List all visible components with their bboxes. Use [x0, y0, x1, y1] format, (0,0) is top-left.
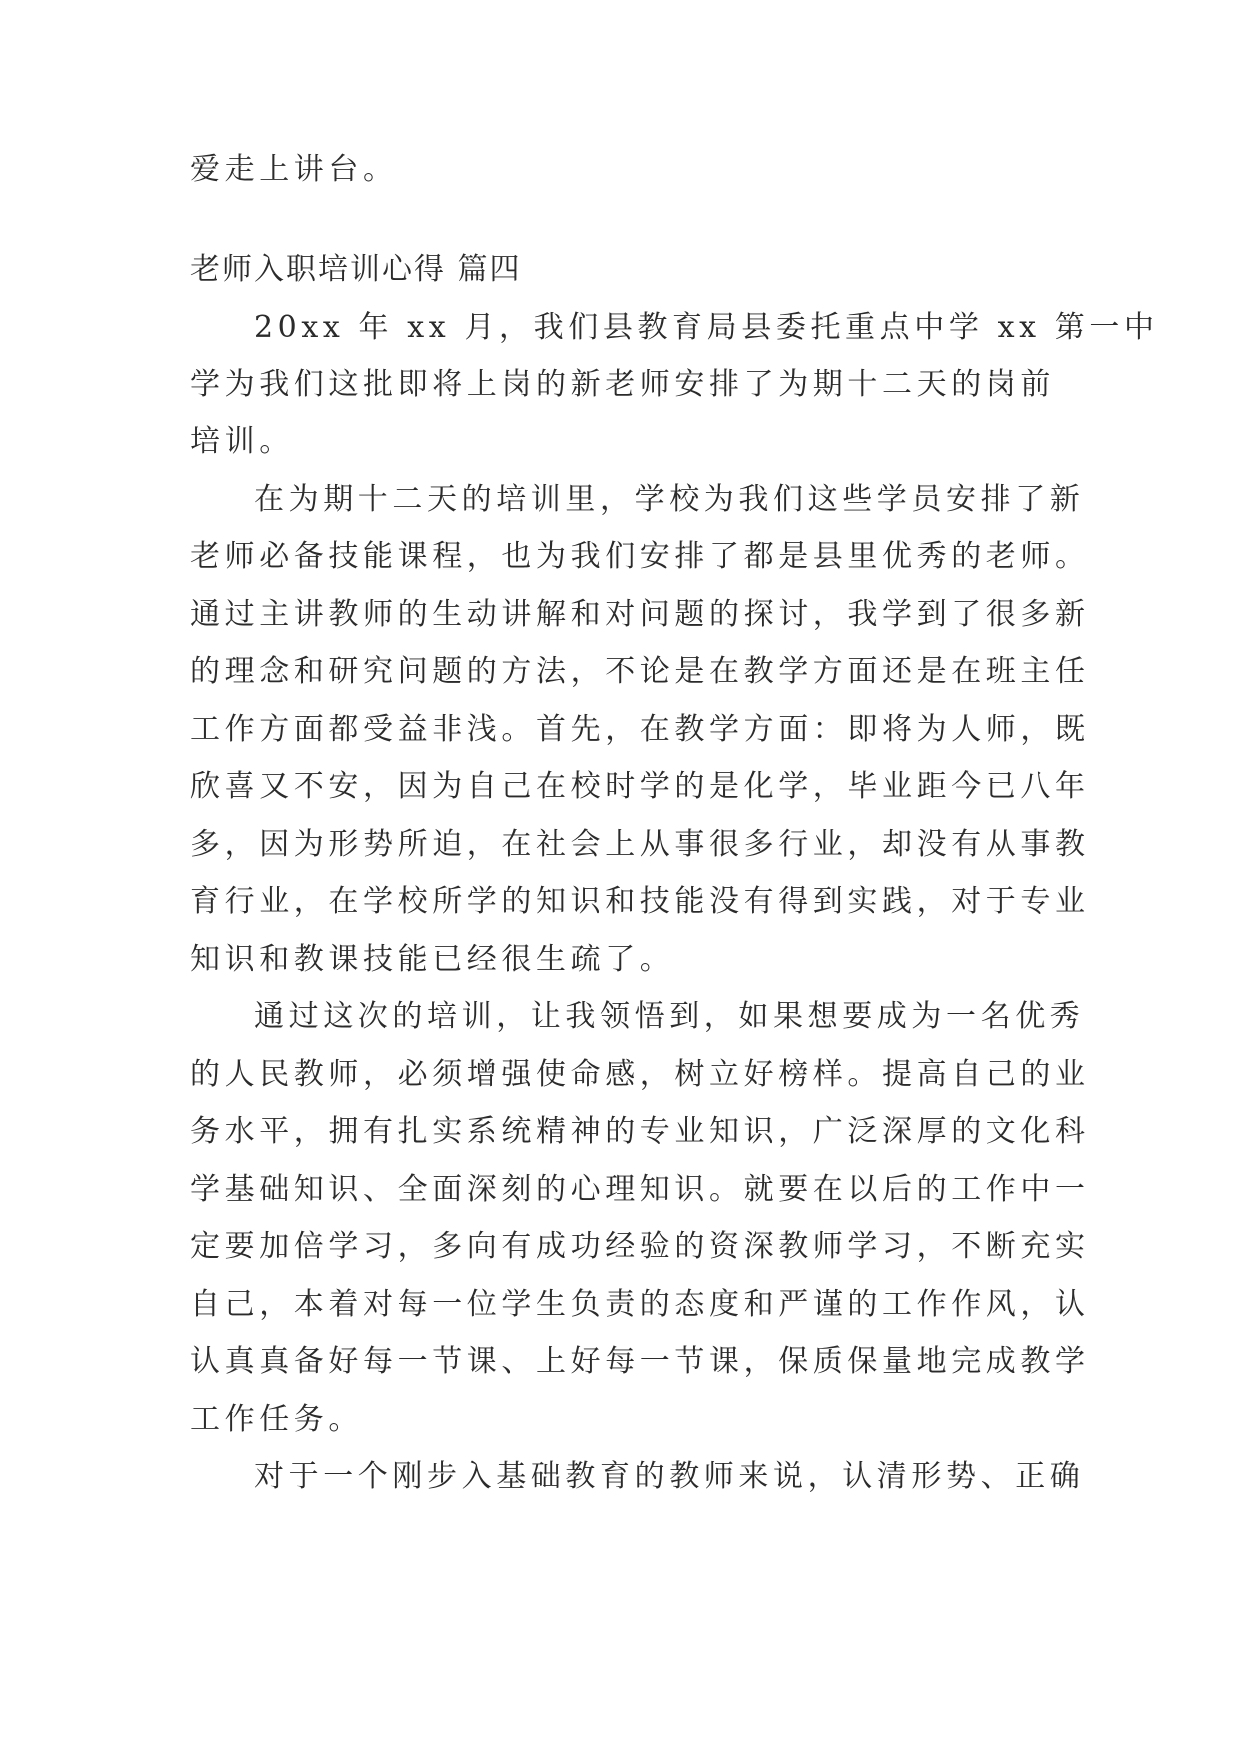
text-line: 通过主讲教师的生动讲解和对问题的探讨，我学到了很多新 — [190, 597, 1090, 632]
text-line: 的理念和研究问题的方法，不论是在教学方面还是在班主任 — [190, 654, 1090, 689]
text-line: 定要加倍学习，多向有成功经验的资深教师学习，不断充实 — [190, 1229, 1090, 1264]
text-line: 学为我们这批即将上岗的新老师安排了为期十二天的岗前 — [190, 367, 1055, 402]
text-line: 工作方面都受益非浅。首先，在教学方面：即将为人师，既 — [190, 712, 1090, 747]
text-line: 多，因为形势所迫，在社会上从事很多行业，却没有从事教 — [190, 827, 1090, 862]
text-line: 对于一个刚步入基础教育的教师来说，认清形势、正确 — [254, 1459, 1085, 1494]
text-line: 通过这次的培训，让我领悟到，如果想要成为一名优秀 — [254, 999, 1085, 1034]
text-line: 知识和教课技能已经很生疏了。 — [190, 942, 675, 977]
text-line: 培训。 — [190, 424, 294, 459]
text-line: 育行业，在学校所学的知识和技能没有得到实践，对于专业 — [190, 884, 1090, 919]
text-line: 认真真备好每一节课、上好每一节课，保质保量地完成教学 — [190, 1344, 1090, 1379]
text-line: 的人民教师，必须增强使命感，树立好榜样。提高自己的业 — [190, 1057, 1090, 1092]
text-line: 老师必备技能课程，也为我们安排了都是县里优秀的老师。 — [190, 539, 1090, 574]
text-line: 自己，本着对每一位学生负责的态度和严谨的工作作风，认 — [190, 1287, 1090, 1322]
text-line: 欣喜又不安，因为自己在校时学的是化学，毕业距今已八年 — [190, 769, 1090, 804]
text-line: 爱走上讲台。 — [190, 152, 398, 187]
text-line: 学基础知识、全面深刻的心理知识。就要在以后的工作中一 — [190, 1172, 1090, 1207]
text-line: 务水平，拥有扎实系统精神的专业知识，广泛深厚的文化科 — [190, 1114, 1090, 1149]
text-line: 工作任务。 — [190, 1402, 363, 1437]
text-line: 在为期十二天的培训里，学校为我们这些学员安排了新 — [254, 482, 1085, 517]
section-heading: 老师入职培训心得 篇四 — [190, 252, 522, 287]
text-line: 20xx 年 xx 月，我们县教育局县委托重点中学 xx 第一中 — [254, 310, 1159, 345]
